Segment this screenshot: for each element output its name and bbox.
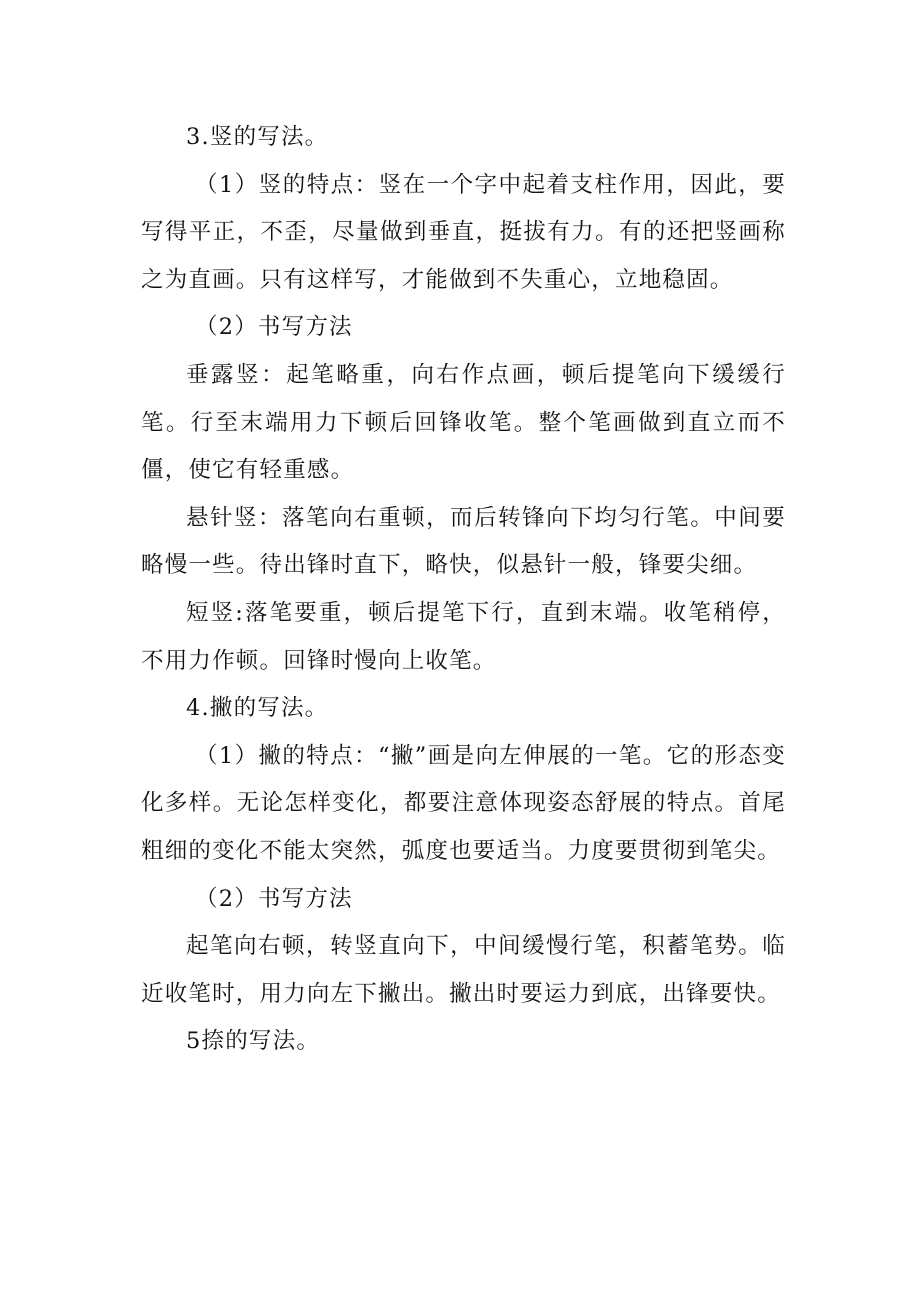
section-heading-right-falling-stroke: 5捺的写法。	[186, 1028, 321, 1055]
subheading-writing-method: （2）书写方法	[195, 885, 353, 912]
paragraph-left-falling-method: 起笔向右顿，转竖直向下，中间缓慢行笔，积蓄笔势。临近收笔时，用力向左下撇出。撇出时要运力到底，出锋要快。	[141, 933, 786, 1007]
section-heading-left-falling-stroke: 4.撇的写法。	[186, 695, 329, 722]
document-body	[141, 114, 786, 1066]
paragraph-left-falling-features: （1）撇的特点：“撇”画是向左伸展的一笔。它的形态变化多样。无论怎样变化，都要注意体现姿态舒展的特点。首尾粗细的变化不能太突然，弧度也要适当。力度要贯彻到笔尖。	[141, 742, 786, 864]
subheading-writing-method: （2）书写方法	[195, 314, 353, 341]
paragraph-hanging-needle-vertical: 悬针竖：落笔向右重顿，而后转锋向下均匀行笔。中间要略慢一些。待出锋时直下，略快，似悬针一般，锋要尖细。	[141, 504, 786, 579]
section-heading-vertical-stroke: 3.竖的写法。	[186, 124, 329, 150]
paragraph-vertical-features: （1）竖的特点：竖在一个字中起着支柱作用，因此，要写得平正，不歪，尽量做到垂直，挺拔有力。有的还把竖画称之为直画。只有这样写，才能做到不失重心，立地稳固。	[141, 171, 786, 293]
paragraph-short-vertical: 短竖:落笔要重，顿后提笔下行，直到末端。收笔稍停，不用力作顿。回锋时慢向上收笔。	[141, 599, 786, 674]
paragraph-dew-drop-vertical: 垂露竖：起笔略重，向右作点画，顿后提笔向下缓缓行笔。行至末端用力下顿后回锋收笔。整个笔画做到直立而不僵，使它有轻重感。	[141, 361, 786, 484]
